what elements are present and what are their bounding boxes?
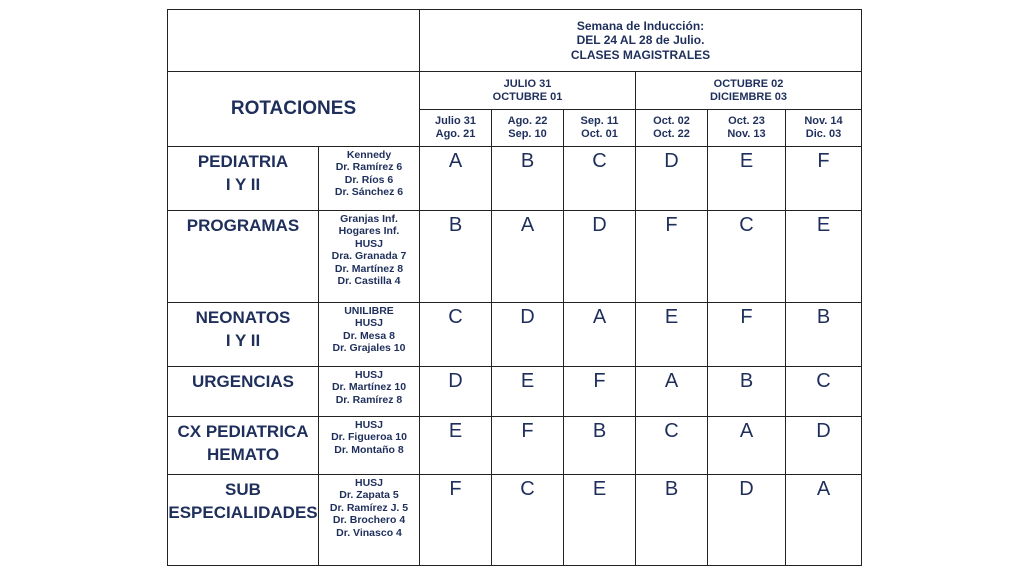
group-cell: D <box>564 211 636 303</box>
period-line: OCTUBRE 01 <box>492 90 563 103</box>
group-cell: A <box>636 367 708 417</box>
doctor-line: Dr. Figueroa 10 <box>331 431 407 444</box>
doctor-line: Dr. Ramírez 8 <box>335 393 403 406</box>
group-cell: B <box>420 211 492 303</box>
doctor-line: HUSJ <box>354 477 383 489</box>
rotation-name <box>168 147 319 211</box>
header-row-periods <box>168 72 862 110</box>
subperiod-line: Ago. 22 <box>507 115 548 128</box>
doctor-line: Dr. Montaño 8 <box>334 443 404 456</box>
subperiod-line: Ago. 21 <box>435 128 476 140</box>
group-cell: B <box>708 367 786 417</box>
group-cell: E <box>564 475 636 566</box>
table-row <box>168 475 862 566</box>
rotation-name-line: HEMATO <box>206 444 280 464</box>
rotation-doctors <box>319 147 420 211</box>
rotation-doctors <box>319 211 420 303</box>
group-cell: A <box>708 417 786 475</box>
doctor-line: Granjas Inf. <box>340 213 398 225</box>
doctor-line: Dr. Ramírez J. 5 <box>329 501 409 514</box>
group-cell: F <box>420 475 492 566</box>
doctor-line: Dr. Vinasco 4 <box>336 526 402 539</box>
group-cell: C <box>492 475 564 566</box>
doctor-line: HUSJ <box>354 317 383 330</box>
group-cell: D <box>786 417 862 475</box>
rotation-name-line: CX PEDIATRICA <box>177 422 309 441</box>
rotation-doctors <box>319 475 420 566</box>
doctor-line: Hogares Inf. <box>338 225 400 238</box>
table-row <box>168 303 862 367</box>
doctor-line: Dr. Ramírez 6 <box>335 161 403 174</box>
group-cell: E <box>636 303 708 367</box>
group-cell: F <box>786 147 862 211</box>
group-cell: D <box>420 367 492 417</box>
rotation-name-line: PROGRAMAS <box>186 216 300 235</box>
group-cell: C <box>420 303 492 367</box>
subperiod-line: Dic. 03 <box>805 128 842 140</box>
group-cell: A <box>492 211 564 303</box>
group-cell: F <box>708 303 786 367</box>
group-cell: D <box>636 147 708 211</box>
subperiod-line: Nov. 13 <box>727 128 766 140</box>
doctor-line: HUSJ <box>354 369 383 381</box>
doctor-line: Dr. Castilla 4 <box>337 274 401 287</box>
group-cell: E <box>492 367 564 417</box>
period-line: OCTUBRE 02 <box>713 77 784 90</box>
period-line: JULIO 31 <box>503 77 552 90</box>
group-cell: C <box>708 211 786 303</box>
induction-week-header <box>420 10 862 72</box>
subperiod-header <box>708 110 786 147</box>
doctor-line: Dr. Martínez 8 <box>334 262 404 275</box>
table-row <box>168 417 862 475</box>
group-cell: C <box>636 417 708 475</box>
group-cell: B <box>564 417 636 475</box>
group-cell: C <box>786 367 862 417</box>
doctor-line: Kennedy <box>346 149 392 161</box>
group-cell: F <box>564 367 636 417</box>
rotation-name <box>168 475 319 566</box>
subperiod-line: Julio 31 <box>435 115 476 128</box>
rotation-name <box>168 303 319 367</box>
group-cell: F <box>636 211 708 303</box>
doctor-line: Dr. Grajales 10 <box>332 342 406 355</box>
group-cell: A <box>420 147 492 211</box>
rotation-name-line: URGENCIAS <box>191 372 294 391</box>
table-row <box>168 147 862 211</box>
group-cell: E <box>708 147 786 211</box>
subperiod-header <box>492 110 564 147</box>
doctor-line: Dr. Sánchez 6 <box>334 186 404 199</box>
subperiod-line: Sep. 11 <box>580 115 619 128</box>
period-line: DICIEMBRE 03 <box>709 90 788 103</box>
group-cell: C <box>564 147 636 211</box>
rotation-name <box>168 367 319 417</box>
rotation-doctors <box>319 367 420 417</box>
group-cell: D <box>492 303 564 367</box>
header-row-induction <box>168 10 862 72</box>
subperiod-line: Oct. 01 <box>581 128 618 140</box>
rotation-name-line: I Y II <box>225 330 261 350</box>
group-cell: D <box>708 475 786 566</box>
doctor-line: Dr. Brochero 4 <box>332 514 406 527</box>
group-cell: A <box>786 475 862 566</box>
header-blank-cell <box>168 10 420 72</box>
subperiod-line: Oct. 22 <box>653 128 690 140</box>
group-cell: B <box>492 147 564 211</box>
table-row <box>168 367 862 417</box>
doctor-line: HUSJ <box>354 237 383 250</box>
group-cell: E <box>420 417 492 475</box>
period-header-1 <box>420 72 636 110</box>
subperiod-header <box>636 110 708 147</box>
induction-line: CLASES MAGISTRALES <box>570 47 711 62</box>
induction-line: DEL 24 AL 28 de Julio. <box>576 33 705 48</box>
group-cell: B <box>636 475 708 566</box>
rotation-name <box>168 417 319 475</box>
doctor-line: Dr. Ríos 6 <box>344 173 394 186</box>
doctor-line: Dr. Mesa 8 <box>343 329 395 342</box>
rotation-name-line: ESPECIALIDADES <box>168 502 318 522</box>
rotation-schedule-table <box>167 9 862 566</box>
doctor-line: HUSJ <box>354 419 383 431</box>
rotaciones-header: ROTACIONES <box>168 72 420 147</box>
doctor-line: Dra. Granada 7 <box>331 250 407 263</box>
doctor-line: UNILIBRE <box>344 305 394 317</box>
doctor-line: Dr. Martínez 10 <box>331 381 407 394</box>
rotation-name-line: I Y II <box>225 174 261 194</box>
subperiod-line: Nov. 14 <box>804 115 843 128</box>
subperiod-line: Oct. 02 <box>653 115 690 128</box>
rotation-name <box>168 211 319 303</box>
group-cell: F <box>492 417 564 475</box>
period-header-2 <box>636 72 862 110</box>
subperiod-header <box>786 110 862 147</box>
rotation-name-line: NEONATOS <box>195 308 291 327</box>
induction-line: Semana de Inducción: <box>576 19 705 34</box>
group-cell: E <box>786 211 862 303</box>
rotation-doctors <box>319 303 420 367</box>
rotation-name-line: PEDIATRIA <box>197 152 289 171</box>
subperiod-line: Sep. 10 <box>508 128 547 140</box>
group-cell: B <box>786 303 862 367</box>
doctor-line: Dr. Zapata 5 <box>339 489 399 502</box>
group-cell: A <box>564 303 636 367</box>
subperiod-line: Oct. 23 <box>728 115 765 128</box>
subperiod-header <box>564 110 636 147</box>
table-row <box>168 211 862 303</box>
rotation-name-line: SUB <box>225 480 261 499</box>
rotation-doctors <box>319 417 420 475</box>
subperiod-header <box>420 110 492 147</box>
